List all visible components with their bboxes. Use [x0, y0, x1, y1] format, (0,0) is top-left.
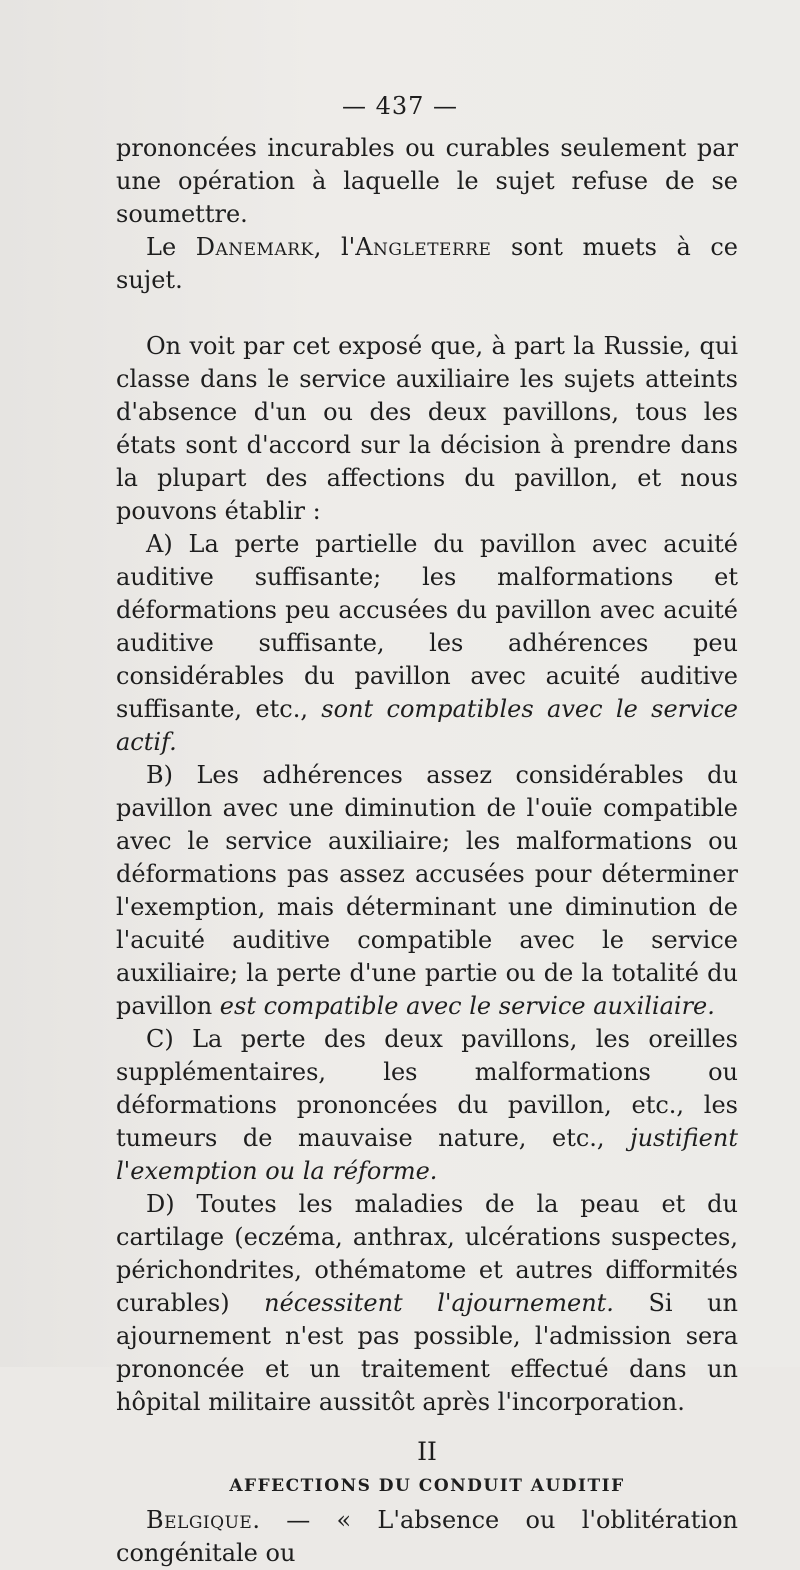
item-b-conclusion: est compatible avec le service auxiliaire.	[219, 992, 715, 1020]
page-number: — 437 —	[341, 92, 459, 120]
item-c: C) La perte des deux pavillons, les oreilles supplémentaires, les malformations ou déformations prononcées du pavillon, etc., les tumeurs de mauvaise nature, etc., justifient l'exemption ou la réforme.	[116, 1025, 738, 1185]
country-england: Angleterre	[355, 233, 492, 261]
section-number: II	[417, 1437, 437, 1466]
paragraph-belgium: Belgique. — « L'absence ou l'oblitération congénitale ou	[116, 1506, 738, 1567]
item-b: B) Les adhérences assez considérables du pavillon avec une diminution de l'ouïe compatible avec le service auxiliaire; les malformations ou déformations pas assez accusées pour déterminer l'exemption, mais déterminant une diminution de l'acuité auditive compatible avec le service auxiliaire; la perte d'une partie ou de la totalité du pavillon est compatible avec le service auxiliaire.	[116, 761, 738, 1020]
paragraph-continuation: prononcées incurables ou curables seulement par une opération à laquelle le sujet refuse de se soumettre.	[116, 134, 738, 228]
paragraph-denmark-england: Le Danemark, l'Angleterre sont muets à ce sujet.	[116, 233, 738, 294]
item-a: A) La perte partielle du pavillon avec acuité auditive suffisante; les malformations et déformations peu accusées du pavillon avec acuité auditive suffisante, les adhérences peu considérables du pavillon avec acuité auditive suffisante, etc., sont compatibles avec le service actif.	[116, 530, 738, 756]
country-denmark: Danemark	[195, 233, 314, 261]
body-text	[116, 132, 738, 1570]
country-belgium: Belgique	[146, 1506, 253, 1534]
item-d-conclusion: nécessitent l'ajournement.	[264, 1289, 614, 1317]
item-d: D) Toutes les maladies de la peau et du cartilage (eczéma, anthrax, ulcérations suspectes, périchondrites, othématome et autres difformités curables) nécessitent l'ajournement. Si un ajournement n'est pas possible, l'admission sera prononcée et un traitement effectué dans un hôpital militaire aussitôt après l'incorporation.	[116, 1190, 738, 1416]
paragraph-summary: On voit par cet exposé que, à part la Russie, qui classe dans le service auxiliaire les sujets atteints d'absence d'un ou des deux pavillons, tous les états sont d'accord sur la décision à prendre dans la plupart des affections du pavillon, et nous pouvons établir :	[116, 332, 738, 525]
section-title: AFFECTIONS DU CONDUIT AUDITIF	[229, 1476, 625, 1496]
item-a-conclusion: sont compatibles avec le service actif.	[116, 695, 738, 756]
item-c-conclusion: justifient l'exemption ou la réforme.	[116, 1124, 738, 1185]
